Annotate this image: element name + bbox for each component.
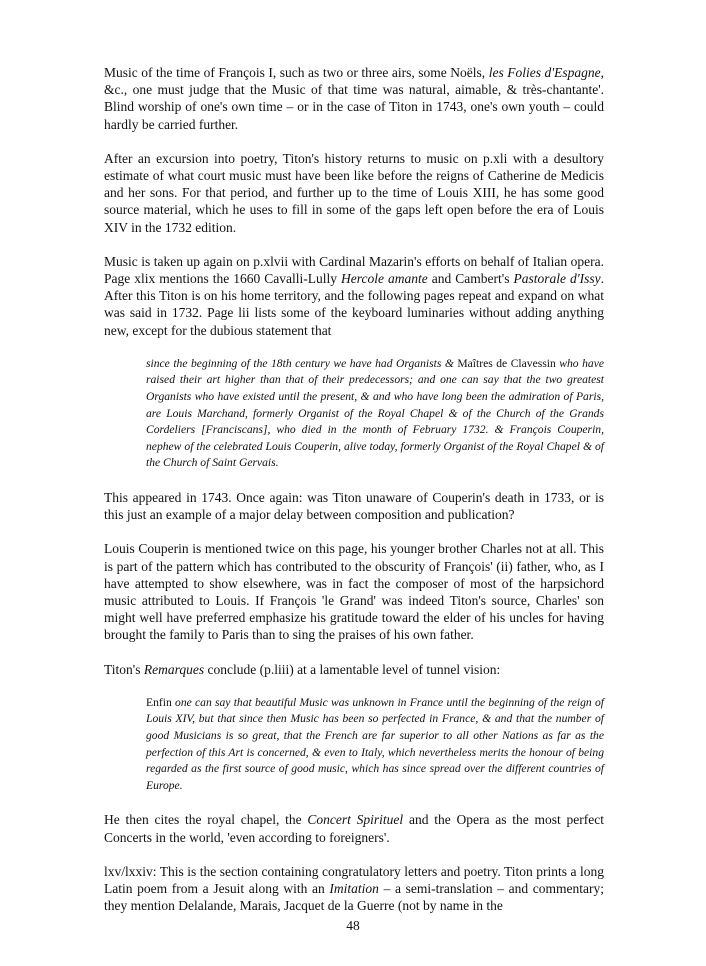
paragraph-royal-chapel xyxy=(104,811,604,845)
italic-title-pastorale: Pastorale d'Issy xyxy=(513,271,601,287)
quote-text-run: since the beginning of the 18th century we have had Organists & xyxy=(146,356,458,370)
text-run: , &c., one must judge that the Music of that time was natural, aimable, & très-chantante'. Blind worship of one's own time – or in the case of Titon in 1743, one's own youth – could hardly be carried further. xyxy=(104,65,605,132)
text-run: and Cambert's xyxy=(427,271,514,287)
text-run: He then cites the royal chapel, the xyxy=(104,812,308,828)
paragraph-couperin-family: Louis Couperin is mentioned twice on this page, his younger brother Charles not at all. This is part of the pattern which has contributed to the obscurity of François' (ii) father, who, as I have attempted to show elsewhere, was in fact the composer of most of the harpsichord music attributed to Louis. If François 'le Grand' was indeed Titon's source, Charles' son might well have preferred emphasize his gratitude toward the elder of his uncles for having brought the family to Paris than to sing the praises of his own father. xyxy=(104,541,604,643)
paragraph-publication-delay: This appeared in 1743. Once again: was Titon unaware of Couperin's death in 1733, or is this just an example of a major delay between composition and publication? xyxy=(104,490,604,523)
text-run: conclude (p.liii) at a lamentable level of tunnel vision: xyxy=(204,661,501,677)
text-run: . After this Titon is on his home territory, and the following pages repeat and expand on what was said in 1732. Page lii lists some of the keyboard luminaries without adding anything new, except for the dubious statement that xyxy=(104,271,604,338)
paragraph-francois-music xyxy=(104,64,604,133)
paragraph-remarques-conclude xyxy=(104,661,604,678)
paragraph-mazarin-opera xyxy=(104,253,604,339)
block-quote-enfin xyxy=(146,695,604,795)
text-run: Music is taken up again on p.xlvii with Cardinal Mazarin's efforts on behalf of Italian opera. Page xlix mentions the 1660 Cavalli-Lully xyxy=(104,253,604,287)
quote-text-run: one can say that beautiful Music was unknown in France until the beginning of the reign of Louis XIV, but that since then Music has been so perfected in France, & and that the number of good Musicians is so great, that the French are far superior to all other Nations as far as the perfection of this Art is concerned, & even to Italy, which nevertheless merits the honour of being regarded as the first source of good music, which has since spread over the different countries of Europe. xyxy=(146,695,604,792)
document-page xyxy=(104,64,604,931)
text-run: Titon's xyxy=(104,661,144,677)
quote-roman-run: Enfin xyxy=(146,695,172,709)
block-quote-organists xyxy=(146,356,604,472)
quote-text-run: who have raised their art higher than that of their predecessors; and one can say that the two greatest Organists who have existed until the present, & and who have long been the admiration of Paris, are Louis Marchand, formerly Organist of the Royal Chapel & of the Church of the Grands Cordeliers [Franciscans], who died in the month of February 1732. & François Couperin, nephew of the celebrated Louis Couperin, alive today, formerly Organist of the Royal Chapel & of the Church of Saint Gervais. xyxy=(146,356,604,470)
text-run: – a semi-translation – and commentary; they mention Delalande, Marais, Jacquet de la Guerre (not by name in the xyxy=(104,881,605,914)
italic-title-concert-spirituel: Concert Spirituel xyxy=(307,812,404,828)
paragraph-congratulatory-letters xyxy=(104,863,604,915)
page-number: 48 xyxy=(346,918,360,933)
paragraph-poetry-excursion: After an excursion into poetry, Titon's history returns to music on p.xli with a desultory estimate of what court music must have been like before the reigns of Catherine de Medicis and her sons. For that period, and further up to the time of Louis XIII, he has some good source material, which he uses to fill in some of the gaps left open before the era of Louis XIV in the 1732 edition. xyxy=(104,150,604,235)
italic-title-imitation: Imitation xyxy=(329,881,379,896)
italic-title-remarques: Remarques xyxy=(143,661,205,677)
quote-roman-run: Maîtres de Clavessin xyxy=(457,356,556,370)
text-run: Music of the time of François I, such as two or three airs, some Noëls, xyxy=(104,65,489,80)
italic-title-folies: les Folies d'Espagne xyxy=(488,65,601,80)
italic-title-hercole: Hercole amante xyxy=(341,271,428,287)
text-run: and the Opera as the most perfect Concerts in the world, 'even according to foreigners'. xyxy=(104,812,604,845)
text-run: lxv/lxxiv: This is the section containing congratulatory letters and poetry. Titon prints a long Latin poem from a Jesuit along with an xyxy=(104,863,604,896)
